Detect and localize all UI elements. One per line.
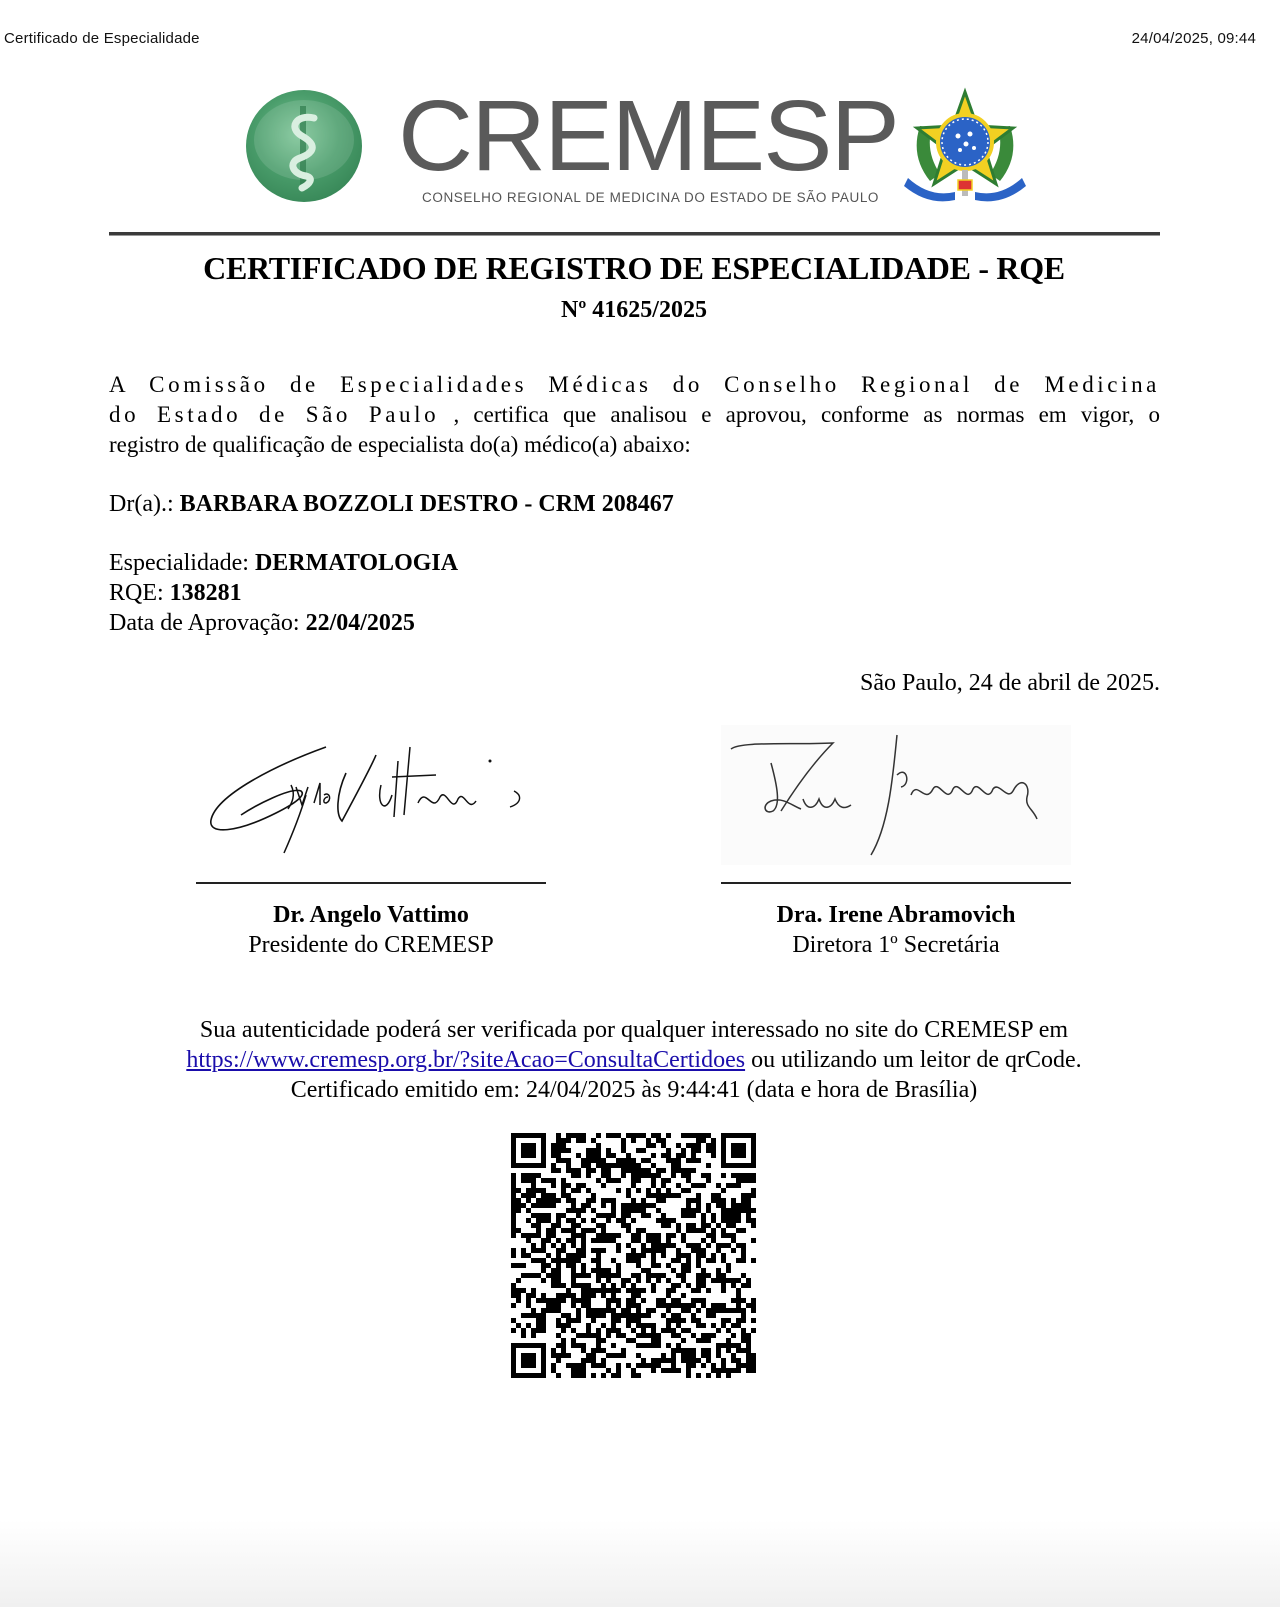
specialty-label: Especialidade:: [109, 550, 255, 576]
header-divider: [109, 232, 1160, 236]
signatory-role: Diretora 1º Secretária: [792, 932, 1000, 958]
brazil-coat-of-arms-icon: [900, 86, 1030, 211]
verification-line-2: [0, 1045, 1268, 1075]
print-header-title: Certificado de Especialidade: [4, 30, 200, 47]
signature-image: [196, 725, 546, 865]
doctor-label: Dr(a).:: [109, 491, 180, 517]
intro-line-2-spaced: do Estado de São Paulo: [109, 402, 440, 427]
cremesp-logo: [240, 80, 1040, 216]
approval-label: Data de Aprovação:: [109, 610, 306, 636]
signatory-role: Presidente do CREMESP: [248, 932, 494, 958]
approval-value: 22/04/2025: [305, 610, 415, 636]
certificate-title: CERTIFICADO DE REGISTRO DE ESPECIALIDADE - RQE: [203, 250, 1065, 286]
signature-line: [196, 882, 546, 884]
approval-date-field: [109, 608, 415, 638]
intro-line-1: A Comissão de Especialidades Médicas do Conselho Regional de Medicina: [109, 372, 1160, 397]
signature-line: [721, 882, 1071, 884]
verification-link[interactable]: https://www.cremesp.org.br/?siteAcao=ConsultaCertidoes: [186, 1047, 746, 1073]
verification-note: [0, 1015, 1268, 1105]
place-date: São Paulo, 24 de abril de 2025.: [860, 670, 1160, 696]
qr-code-icon[interactable]: [511, 1133, 756, 1378]
intro-line-3: registro de qualificação de especialista do(a) médico(a) abaixo:: [109, 432, 691, 457]
rqe-field: [109, 578, 242, 608]
rqe-label: RQE:: [109, 580, 170, 606]
verification-line-1: Sua autenticidade poderá ser verificada por qualquer interessado no site do CREMESP em: [199, 1017, 1069, 1043]
intro-paragraph: [109, 370, 1160, 460]
rqe-value: 138281: [169, 580, 242, 606]
certificate-number: Nº 41625/2025: [561, 297, 707, 323]
signature-block-president: [196, 725, 546, 960]
specialty-value: DERMATOLOGIA: [254, 550, 459, 576]
doctor-value: BARBARA BOZZOLI DESTRO - CRM 208467: [179, 491, 674, 517]
issued-timestamp: Certificado emitido em: 24/04/2025 às 9:44:41 (data e hora de Brasília): [290, 1077, 978, 1103]
logo-wordmark: CREMESP: [398, 80, 898, 192]
logo-subtitle: CONSELHO REGIONAL DE MEDICINA DO ESTADO DE SÃO PAULO: [422, 190, 880, 205]
specialty-field: [109, 548, 458, 578]
signature-block-secretary: [721, 725, 1071, 960]
verification-line-2-rest: ou utilizando um leitor de qrCode.: [745, 1047, 1082, 1073]
print-header-datetime: 24/04/2025, 09:44: [1131, 30, 1256, 47]
caduceus-icon: [244, 88, 364, 204]
signatory-name: Dra. Irene Abramovich: [776, 902, 1016, 928]
signatory-name: Dr. Angelo Vattimo: [273, 902, 469, 928]
doctor-field: [109, 489, 674, 519]
intro-line-2: [109, 400, 1160, 430]
intro-line-2-rest: , certifica que analisou e aprovou, conforme as normas em vigor, o: [439, 402, 1160, 427]
signature-image: [721, 725, 1071, 865]
